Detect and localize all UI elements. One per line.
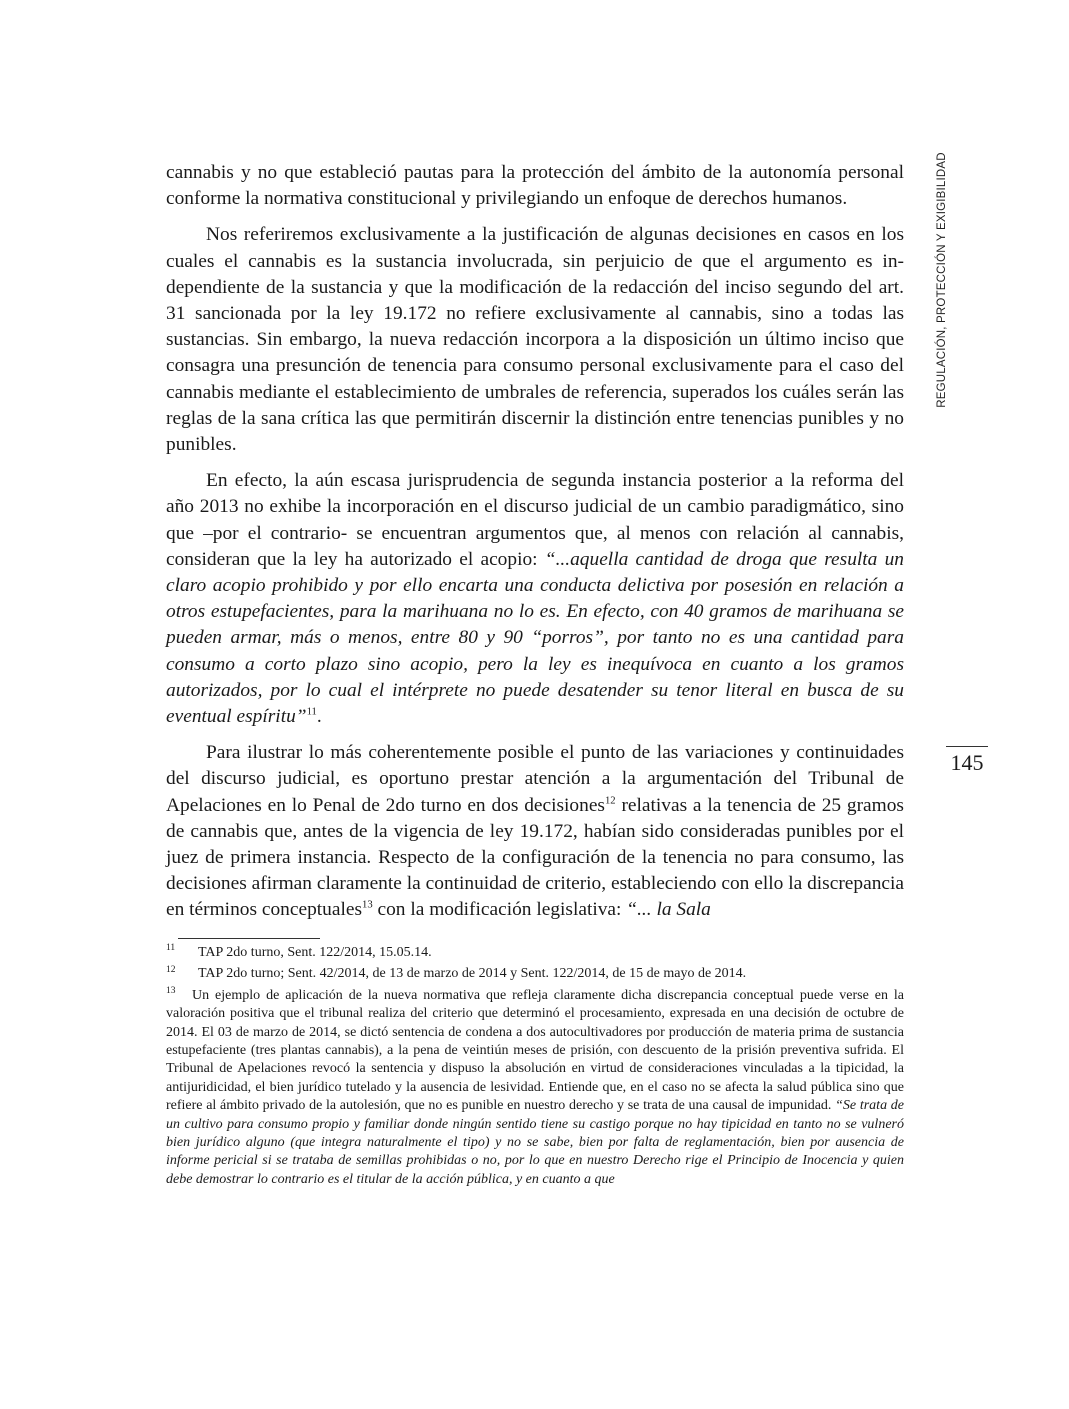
paragraph-3-text: En efecto, la aún escasa jurisprudencia de segunda instancia posterior a la reforma del año 2013 no exhibe la incorporación en el discurso judicial de un cambio paradigmático, sino que –por el contrario- se encuentran argumentos que, al menos con relación al cannabis, consideran que la ley ha autorizado el acopio: [166, 470, 904, 570]
footnote-quote: “Se trata de un cultivo para consumo propio y familiar donde ningún sentido tiene su castigo porque no hay tipicidad en tanto no se vulneró bien jurídico alguno (que integra naturalmente el tipo) y no se sabe, bien por falta de reglamentación, bien por ausencia de informe pericial si se trataba de semillas prohibidas o no, por lo que en nuestro Derecho rige el Principio de Inocencia y quien debe demostrar lo contrario es el titular de la acción pública, y en cuanto a que [166, 1098, 904, 1187]
footnote-text: Un ejemplo de aplicación de la nueva normativa que refleja claramente dicha discrepancia conceptual puede verse en la valoración positiva que el tribunal realiza del criterio que determinó el procesamiento, expresada en una decisión de octubre de 2014. El 03 de marzo de 2014, se dictó sentencia de condena a dos autocultivadores por producción de materia prima de sustancia estupefaciente (tres plantas cannabis), a la pena de veintiún meses de prisión, con descuento de la prisión preventiva sufrida. El Tribunal de Apelaciones revocó la sentencia y dispuso la absolución en virtud de consideraciones vinculadas a la tipicidad, la antijuridicidad, el bien jurídico tutelado y la ausencia de lesividad. Entiende que, en el caso no se afecta la salud pública sino que refiere al ámbito privado de la autolesión, que no es punible en nuestro derecho y se trata de una causal de impunidad. [166, 987, 904, 1114]
footnote-13: 13 Un ejemplo de aplicación de la nueva normativa que refleja claramente dicha discrepancia conceptual puede verse en la valoración positiva que el tribunal realiza del criterio que determinó el procesamiento, expresada en una decisión de octubre de 2014. El 03 de marzo de 2014, se dictó sentencia de condena a dos autocultivadores por producción de materia prima de sustancia estupefaciente (tres plantas cannabis), a la pena de veintiún meses de prisión, con descuento de la prisión preventiva sufrida. El Tribunal de Apelaciones revocó la sentencia y dispuso la absolución en virtud de consideraciones vinculadas a la tipicidad, la antijuridicidad, el bien jurídico tutelado y la ausencia de lesividad. Entiende que, en el caso no se afecta la salud pública sino que refiere al ámbito privado de la autolesión, que no es punible en nuestro derecho y se trata de una causal de impunidad. “Se trata de un cultivo para consumo propio y familiar donde ningún sentido tiene su castigo porque no hay tipicidad en tanto no se vulneró bien jurídico alguno (que integra naturalmente el tipo) y no se sabe, bien por falta de reglamentación, bien por ausencia de informe pericial si se trataba de semillas prohibidas o no, por lo que en nuestro Derecho rige el Principio de Inocencia y quien debe demostrar lo contrario es el titular de la acción pública, y en cuanto a que [166, 986, 904, 1187]
page-number: 145 [950, 750, 984, 775]
footnote-separator [178, 938, 320, 939]
paragraph-4 [166, 740, 904, 923]
paragraph-2: Nos referiremos exclusivamente a la justificación de algunas decisiones en casos en los cuales el cannabis es la sustancia involucrada, sin perjuicio de que el argumento es independiente de la sustancia y que la modificación de la redacción del inciso segundo del art. 31 sancionada por la ley 19.172 no refiere exclusivamente al cannabis, sino a todas las sustancias. Sin embargo, la nueva redacción incorpora a la disposición un último inciso que consagra una presunción de tenencia para consumo personal exclusivamente para el caso del cannabis mediante el establecimiento de umbrales de referencia, superados los cuáles serán las reglas de la sana crítica las que permitirán discernir la distinción entre tenencias punibles y no punibles. [166, 224, 904, 456]
paragraph-4-text-b: relativas a la tenencia de 25 gramos de cannabis que, antes de la vigencia de ley 19.172, habían sido consideradas punibles por el juez de primera instancia. Respecto de la configuración de la tenencia no para consumo, las decisiones afirman claramente la continuidad de criterio, estableciendo con ello la discrepancia en términos conceptuales [166, 794, 904, 921]
footnote-ref-11[interactable]: 11 [306, 705, 317, 718]
footnote-ref-12[interactable]: 12 [604, 794, 616, 807]
running-head: REGULACIÓN, PROTECCIÓN Y EXIGIBILIDAD [936, 152, 948, 408]
paragraph-3-end: . [316, 706, 322, 728]
footnote-ref-13[interactable]: 13 [362, 899, 373, 912]
footnote-12: 12 TAP 2do turno; Sent. 42/2014, de 13 de marzo de 2014 y Sent. 122/2014, de 15 de mayo de 2014. [166, 964, 747, 982]
folio-rule [946, 746, 988, 747]
footnote-text: TAP 2do turno; Sent. 42/2014, de 13 de marzo de 2014 y Sent. 122/2014, de 15 de mayo de 2014. [198, 966, 747, 982]
body-text [166, 160, 904, 934]
paragraph-3 [166, 468, 904, 730]
paragraph-4-text-a: Para ilustrar lo más coherentemente posible el punto de las variaciones y continuidades del discurso judicial, es oportuno prestar atención a la argumentación del Tribunal de Apelaciones en lo Penal de 2do turno en dos decisiones [166, 742, 904, 816]
paragraph-4-quote: “... la Sala [626, 899, 711, 921]
footnote-text: TAP 2do turno, Sent. 122/2014, 15.05.14. [198, 945, 432, 960]
paragraph-4-text-c: con la modificación legislativa: [372, 899, 627, 921]
footnote-11: 11 TAP 2do turno, Sent. 122/2014, 15.05.14. [166, 943, 432, 960]
paragraph-1: cannabis y no que estableció pautas para la protección del ámbito de la autonomía personal conforme la normativa constitucional y privilegiando un enfoque de derechos humanos. [166, 162, 904, 210]
paragraph-3-quote: “...aquella cantidad de droga que resulta un claro acopio prohibido y por ello encarta una conducta delictiva por posesión en relación a otros estupefacientes, para la marihuana no lo es. En efecto, con 40 gramos de marihuana se pueden armar, más o menos, entre 80 y 90 “porros”, por tanto no es una cantidad para consumo a corto plazo sino acopio, pero la ley es inequívoca en cuanto a los gramos autorizados, por lo cual el intérprete no puede desatender su tenor literal en busca de su eventual espíritu” [166, 548, 904, 728]
footnotes [166, 944, 904, 1192]
